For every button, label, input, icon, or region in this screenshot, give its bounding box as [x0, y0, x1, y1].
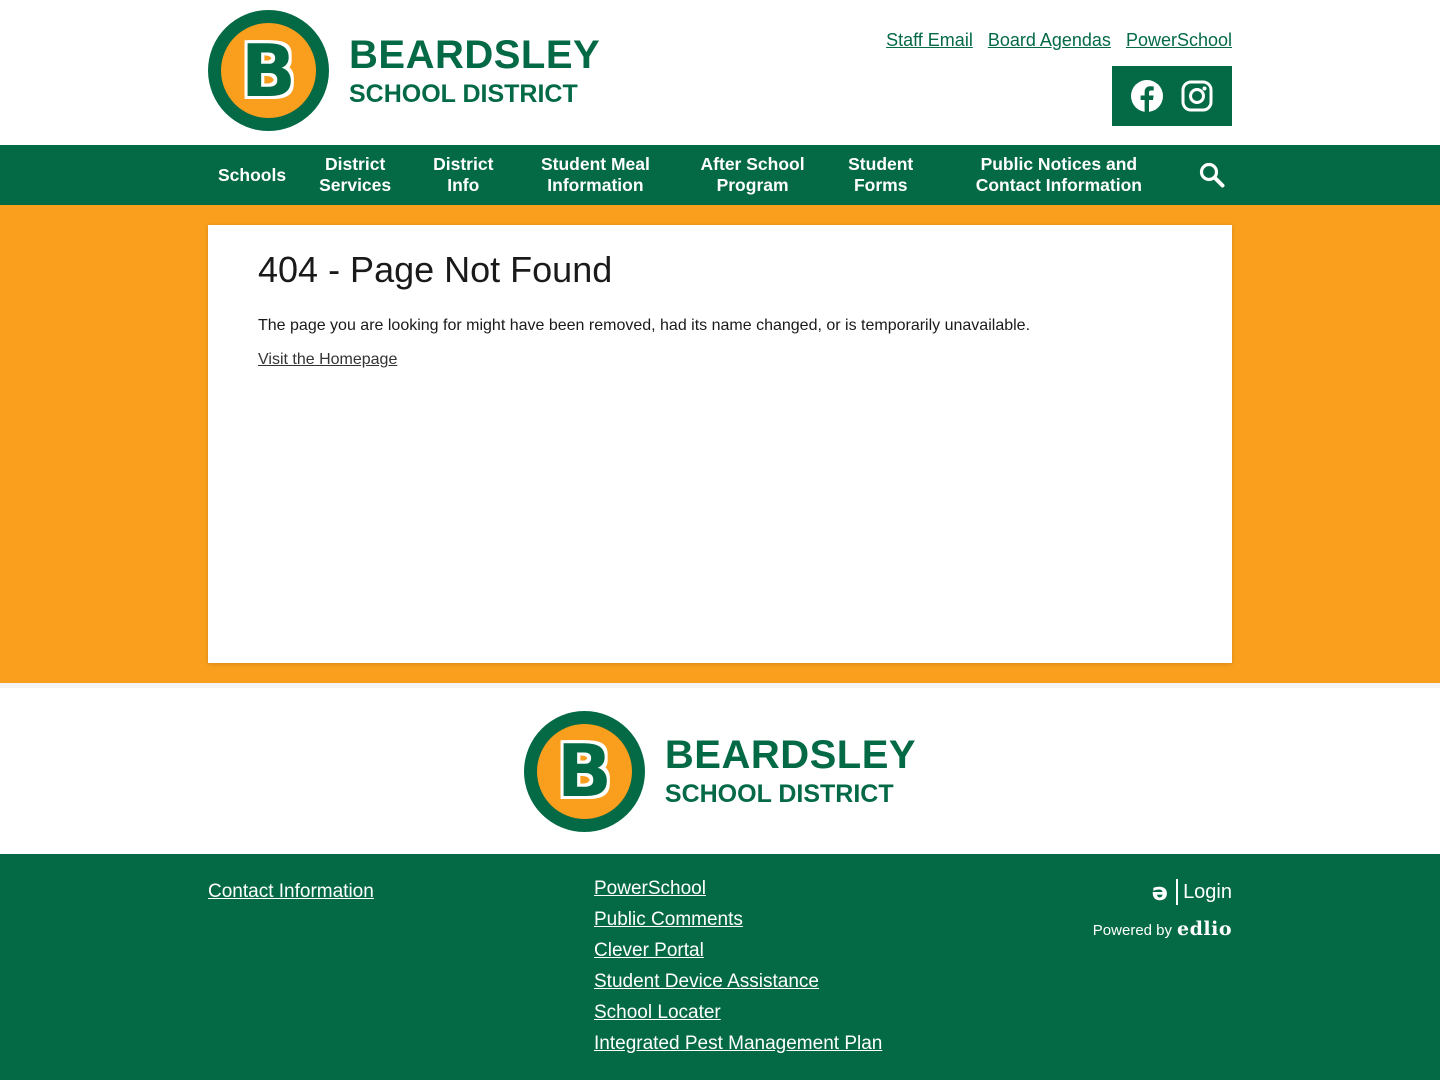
footer-links: [594, 878, 882, 1064]
search-button[interactable]: [1192, 155, 1232, 195]
clever-portal-link[interactable]: Clever Portal: [594, 940, 704, 961]
district-logo: [208, 10, 329, 131]
facebook-icon[interactable]: [1129, 78, 1165, 114]
login-button[interactable]: [1152, 878, 1232, 906]
powered-by-label: Powered by: [1092, 922, 1173, 939]
list-item: [594, 1002, 882, 1033]
nav-item-district-services[interactable]: District Services: [319, 154, 392, 195]
contact-information-link[interactable]: Contact Information: [208, 881, 374, 902]
public-comments-link[interactable]: Public Comments: [594, 909, 743, 930]
site-logo-link[interactable]: [208, 10, 600, 131]
logo-letter: B: [241, 28, 296, 113]
instagram-icon[interactable]: [1179, 78, 1215, 114]
powered-by[interactable]: [1093, 918, 1232, 940]
footer-district-logo: [524, 711, 645, 832]
school-locater-link[interactable]: School Locater: [594, 1002, 721, 1023]
visit-homepage-link[interactable]: Visit the Homepage: [258, 351, 398, 368]
nav-item-district-info[interactable]: District Info: [433, 154, 494, 195]
utility-links: [886, 30, 1232, 51]
site-footer: [0, 854, 1440, 1080]
footer-logo-band: [0, 683, 1440, 854]
social-links: [1112, 66, 1232, 126]
list-item: [594, 909, 882, 940]
page-title: 404 - Page Not Found: [258, 249, 613, 290]
footer-subtitle: SCHOOL DISTRICT: [664, 780, 894, 808]
nav-item-public-notices[interactable]: Public Notices and Contact Information: [975, 154, 1142, 195]
edlio-e-icon: ə: [1151, 878, 1169, 906]
content-card: [208, 225, 1232, 663]
site-title: BEARDSLEY: [349, 32, 601, 77]
nav-item-after-school-program[interactable]: After School Program: [700, 154, 805, 195]
footer-title: BEARDSLEY: [664, 733, 917, 777]
footer-logo-letter: B: [556, 729, 612, 813]
list-item: [594, 1033, 882, 1064]
pest-management-plan-link[interactable]: Integrated Pest Management Plan: [594, 1033, 883, 1054]
login-label: Login: [1183, 880, 1232, 903]
main-content-area: [0, 205, 1440, 683]
student-device-assistance-link[interactable]: Student Device Assistance: [594, 971, 819, 992]
site-header: [0, 0, 1440, 145]
main-nav: [0, 145, 1440, 205]
list-item: [594, 878, 882, 909]
site-subtitle: SCHOOL DISTRICT: [349, 79, 578, 108]
list-item: [594, 971, 882, 1002]
staff-email-link[interactable]: Staff Email: [886, 30, 973, 50]
nav-item-student-forms[interactable]: Student Forms: [848, 154, 914, 195]
list-item: [594, 940, 882, 971]
error-message: The page you are looking for might have been removed, had its name changed, or is temporarily unavailable.: [258, 317, 1031, 334]
edlio-logo: edlio: [1177, 918, 1232, 940]
footer-logo-link[interactable]: [524, 711, 916, 832]
board-agendas-link[interactable]: Board Agendas: [987, 30, 1111, 50]
footer-powerschool-link[interactable]: PowerSchool: [594, 878, 706, 899]
powerschool-link[interactable]: PowerSchool: [1125, 30, 1232, 50]
search-icon: [1198, 161, 1226, 189]
nav-item-schools[interactable]: Schools: [218, 164, 287, 185]
nav-item-student-meal-information[interactable]: Student Meal Information: [540, 154, 650, 195]
